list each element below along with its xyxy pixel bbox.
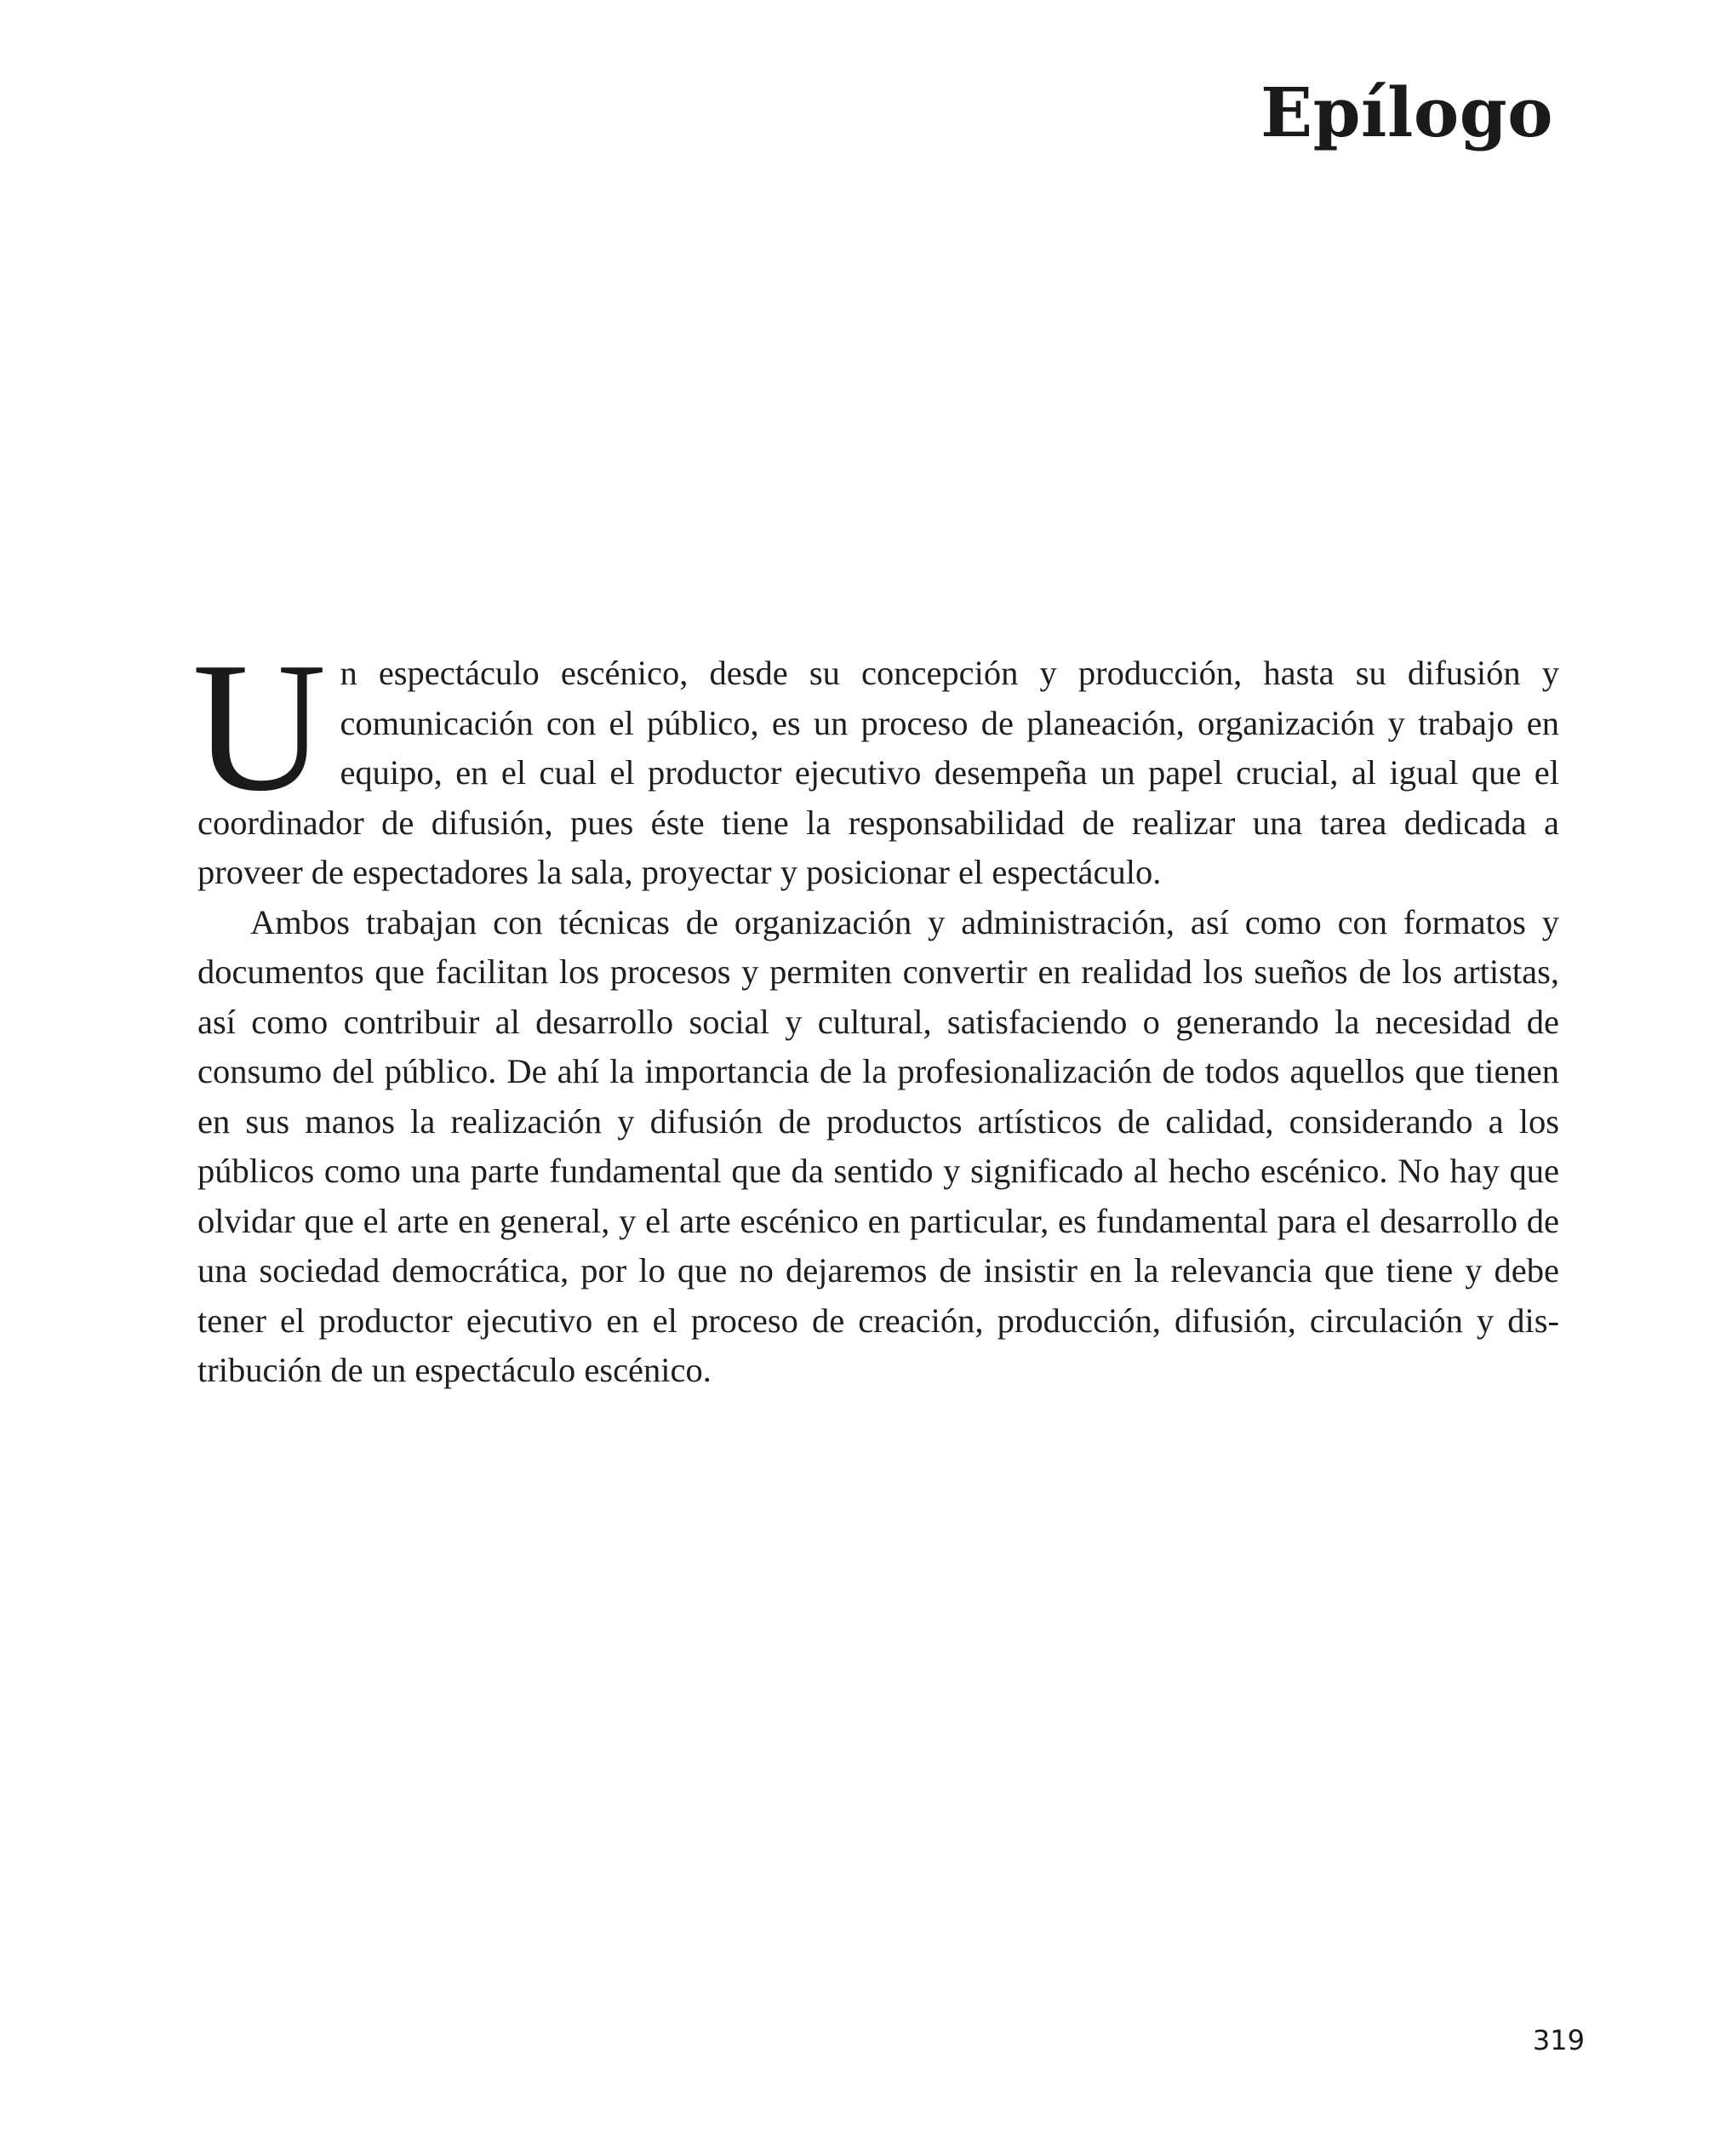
paragraph-2: Ambos trabajan con técnicas de organización y administración, así como con formatos y documentos que facilitan los procesos y permiten convertir en realidad los sueños de los artistas, así como contribuir al desarrollo social y cultural, satisfaciendo o generando la necesidad de consumo del público. De ahí la importancia de la profesionalización de todos aquellos que tienen en sus manos la realización y difusión de productos artísticos de calidad, considerando a los públicos como una parte fundamental que da sentido y significado al hecho escénico. No hay que olvidar que el arte en general, y el arte escénico en particular, es fundamental para el desarrollo de una sociedad democrática, por lo que no dejaremos de insistir en la relevancia que tiene y debe tener el productor ejecutivo en el proceso de creación, producción, difusión, circulación y distribución de un espectáculo escénico. xyxy=(197,902,1559,1389)
paragraph-1 xyxy=(192,625,1559,898)
paragraph-1-text: n espectáculo escénico, desde su concepción y producción, hasta su difusión y comunicación con el público, es un proceso de planeación, organización y trabajo en equipo, en el cual el productor ejecutivo desempeña un papel crucial, al igual que el coordinador de difusión, pues éste tiene la responsabilidad de realizar una tarea dedicada a proveer de espectadores la sala, proyectar y posicionar el espectáculo. xyxy=(197,654,1559,891)
body-text xyxy=(192,625,1559,1396)
chapter-title: Epílogo xyxy=(1260,72,1553,152)
page-number: 319 xyxy=(1532,2024,1585,2056)
drop-cap: U xyxy=(192,625,327,830)
